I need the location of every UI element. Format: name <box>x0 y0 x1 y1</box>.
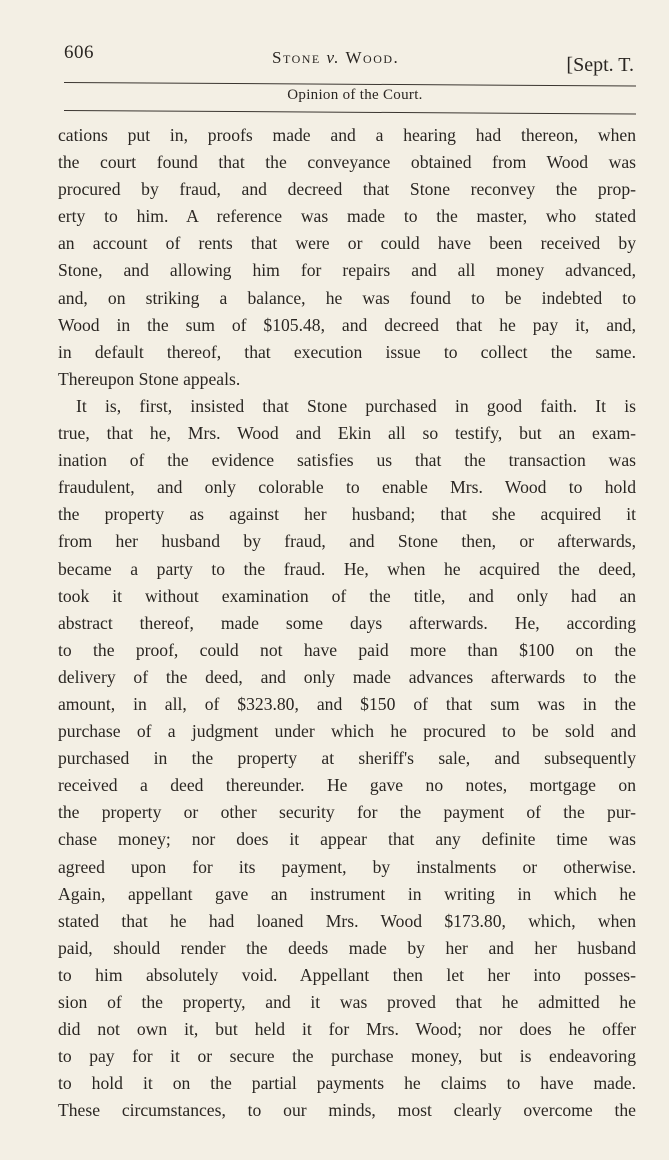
text-line: and, on striking a balance, he was found to be indebted to <box>58 287 636 308</box>
text-line: to hold it on the partial payments he claims to have made. <box>58 1073 636 1094</box>
page-number: 606 <box>64 42 94 63</box>
text-line: in default thereof, that execution issue to collect the same. <box>58 341 636 362</box>
title-party-one: Stone <box>272 48 321 67</box>
text-line: to him absolutely void. Appellant then let her into posses- <box>58 964 636 985</box>
text-line: to the proof, could not have paid more than $100 on the <box>58 639 636 660</box>
text-line: true, that he, Mrs. Wood and Ekin all so testify, but an exam- <box>58 423 636 444</box>
text-line: procured by fraud, and decreed that Stone reconvey the prop- <box>58 179 636 200</box>
text-line: abstract thereof, made some days afterwards. He, according <box>58 612 636 633</box>
text-line: the court found that the conveyance obtained from Wood was <box>58 152 636 173</box>
subheader-rule <box>64 110 636 114</box>
text-line: took it without examination of the title, and only had an <box>58 585 636 606</box>
text-line: from her husband by fraud, and Stone then, or afterwards, <box>58 531 636 552</box>
title-party-two: Wood. <box>345 48 400 67</box>
text-line: These circumstances, to our minds, most clearly overcome the <box>58 1100 636 1121</box>
text-line: sion of the property, and it was proved that he admitted he <box>58 992 636 1012</box>
text-line: Wood in the sum of $105.48, and decreed that he pay it, and, <box>58 314 636 335</box>
text-line: erty to him. A reference was made to the master, who stated <box>58 206 636 227</box>
text-line: chase money; nor does it appear that any definite time was <box>58 829 636 850</box>
text-line: delivery of the deed, and only made advances afterwards to the <box>58 666 636 687</box>
text-line: Stone, and allowing him for repairs and all money advanced, <box>58 260 636 281</box>
text-line: purchased in the property at sheriff's sale, and subsequently <box>58 748 636 769</box>
text-line: became a party to the fraud. He, when he acquired the deed, <box>58 558 636 579</box>
term-label: [Sept. T. <box>566 54 634 76</box>
text-line: did not own it, but held it for Mrs. Wood; nor does he offer <box>58 1019 636 1040</box>
text-line: purchase of a judgment under which he procured to be sold and <box>58 721 636 742</box>
text-line: ination of the evidence satisfies us that the transaction was <box>58 450 636 471</box>
text-line: the property as against her husband; that she acquired it <box>58 504 636 525</box>
text-line: amount, in all, of $323.80, and $150 of that sum was in the <box>58 693 636 714</box>
text-line: an account of rents that were or could have been received by <box>58 233 636 254</box>
title-versus: v. <box>326 48 341 67</box>
header-rule <box>64 82 636 86</box>
section-subheader: Opinion of the Court. <box>287 87 423 103</box>
text-line: fraudulent, and only colorable to enable Mrs. Wood to hold <box>58 477 636 498</box>
text-line: paid, should render the deeds made by her and her husband <box>58 937 636 958</box>
text-line: cations put in, proofs made and a hearing had thereon, when <box>58 125 636 145</box>
text-line: to pay for it or secure the purchase money, but is endeavoring <box>58 1046 636 1067</box>
text-line: Again, appellant gave an instrument in writing in which he <box>58 883 636 904</box>
opinion-text <box>58 122 636 1152</box>
page-header <box>62 42 637 82</box>
running-title <box>272 48 399 68</box>
text-line: It is, first, insisted that Stone purchased in good faith. It is <box>76 395 636 416</box>
text-line: stated that he had loaned Mrs. Wood $173.80, which, when <box>58 910 636 931</box>
text-line: Thereupon Stone appeals. <box>58 368 241 389</box>
text-line: received a deed thereunder. He gave no notes, mortgage on <box>58 775 636 796</box>
text-line: the property or other security for the payment of the pur- <box>58 802 636 823</box>
text-line: agreed upon for its payment, by instalments or otherwise. <box>58 856 636 877</box>
